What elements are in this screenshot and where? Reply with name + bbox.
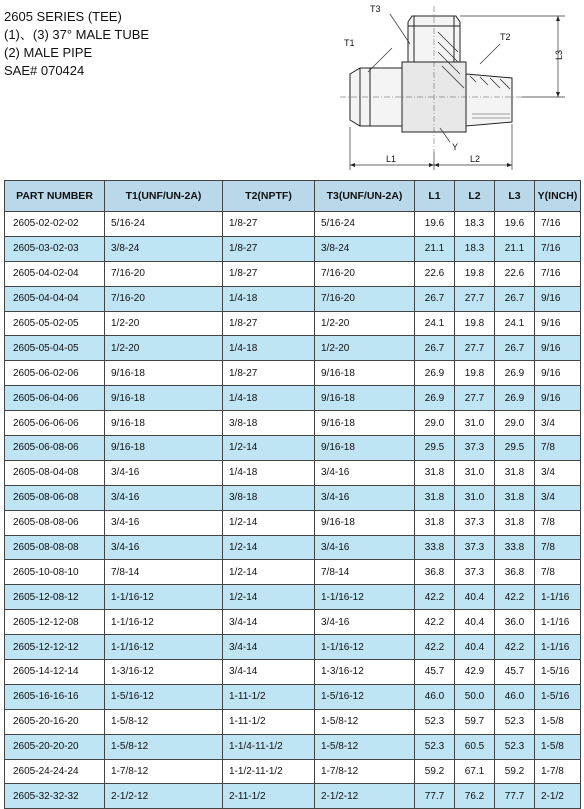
diagram-label-y: Y: [452, 142, 459, 152]
y-cell: 1-1/16: [535, 610, 581, 635]
y-cell: 1-5/16: [535, 660, 581, 685]
t1-cell: 7/16-20: [105, 286, 223, 311]
l3-cell: 31.8: [495, 485, 535, 510]
y-cell: 9/16: [535, 286, 581, 311]
y-cell: 1-5/8: [535, 734, 581, 759]
t3-cell: 9/16-18: [315, 361, 415, 386]
t2-cell: 1/4-18: [223, 386, 315, 411]
y-cell: 7/16: [535, 236, 581, 261]
t1-cell: 1/2-20: [105, 311, 223, 336]
t1-cell: 3/4-16: [105, 485, 223, 510]
t3-cell: 7/8-14: [315, 560, 415, 585]
t2-cell: 3/8-18: [223, 485, 315, 510]
table-row: [5, 460, 581, 485]
col-l2-header: L2: [455, 181, 495, 212]
l1-cell: 26.7: [415, 336, 455, 361]
t1-cell: 9/16-18: [105, 436, 223, 461]
t2-cell: 3/4-14: [223, 635, 315, 660]
part-number-cell: 2605-02-02-02: [5, 212, 105, 237]
t3-cell: 9/16-18: [315, 411, 415, 436]
table-row: [5, 286, 581, 311]
l3-cell: 29.0: [495, 411, 535, 436]
t1-cell: 3/4-16: [105, 460, 223, 485]
table-row: [5, 560, 581, 585]
t2-cell: 2-11-1/2: [223, 784, 315, 809]
l2-cell: 18.3: [455, 212, 495, 237]
t3-cell: 2-1/2-12: [315, 784, 415, 809]
l3-cell: 52.3: [495, 734, 535, 759]
l1-cell: 31.8: [415, 485, 455, 510]
table-row: [5, 535, 581, 560]
t3-cell: 7/16-20: [315, 261, 415, 286]
y-cell: 1-7/8: [535, 759, 581, 784]
t1-cell: 1-7/8-12: [105, 759, 223, 784]
l1-cell: 42.2: [415, 635, 455, 660]
series-header: [4, 8, 149, 80]
t1-cell: 1-5/8-12: [105, 709, 223, 734]
l3-cell: 45.7: [495, 660, 535, 685]
part-number-cell: 2605-05-04-05: [5, 336, 105, 361]
t3-cell: 1-5/8-12: [315, 709, 415, 734]
l3-cell: 36.8: [495, 560, 535, 585]
l2-cell: 31.0: [455, 485, 495, 510]
y-cell: 2-1/2: [535, 784, 581, 809]
l1-cell: 45.7: [415, 660, 455, 685]
t3-cell: 9/16-18: [315, 386, 415, 411]
part-number-cell: 2605-24-24-24: [5, 759, 105, 784]
l1-cell: 33.8: [415, 535, 455, 560]
t1-cell: 9/16-18: [105, 411, 223, 436]
l2-cell: 42.9: [455, 660, 495, 685]
table-row: [5, 610, 581, 635]
t1-cell: 1-5/16-12: [105, 684, 223, 709]
t1-cell: 1-1/16-12: [105, 635, 223, 660]
table-row: [5, 635, 581, 660]
series-title: 2605 SERIES (TEE): [4, 9, 122, 24]
y-cell: 3/4: [535, 460, 581, 485]
t2-cell: 1-11-1/2: [223, 709, 315, 734]
end-2-description: (2) MALE PIPE: [4, 45, 93, 60]
y-cell: 7/8: [535, 535, 581, 560]
l1-cell: 26.9: [415, 386, 455, 411]
part-number-cell: 2605-20-16-20: [5, 709, 105, 734]
part-number-cell: 2605-12-08-12: [5, 585, 105, 610]
l3-cell: 77.7: [495, 784, 535, 809]
part-number-cell: 2605-12-12-12: [5, 635, 105, 660]
t3-cell: 1-5/16-12: [315, 684, 415, 709]
t1-cell: 3/4-16: [105, 535, 223, 560]
l1-cell: 42.2: [415, 585, 455, 610]
y-cell: 9/16: [535, 336, 581, 361]
y-cell: 9/16: [535, 386, 581, 411]
l1-cell: 31.8: [415, 460, 455, 485]
col-y-header: Y(INCH): [535, 181, 581, 212]
l1-cell: 19.6: [415, 212, 455, 237]
t2-cell: 1/8-27: [223, 261, 315, 286]
t3-cell: 3/8-24: [315, 236, 415, 261]
table-row: [5, 361, 581, 386]
l3-cell: 42.2: [495, 585, 535, 610]
table-body: [5, 212, 581, 809]
l2-cell: 37.3: [455, 535, 495, 560]
col-t3-header: T3(UNF/UN-2A): [315, 181, 415, 212]
t3-cell: 9/16-18: [315, 436, 415, 461]
l2-cell: 40.4: [455, 635, 495, 660]
l2-cell: 27.7: [455, 286, 495, 311]
y-cell: 1-5/16: [535, 684, 581, 709]
t3-cell: 3/4-16: [315, 485, 415, 510]
part-number-cell: 2605-08-06-08: [5, 485, 105, 510]
y-cell: 9/16: [535, 361, 581, 386]
part-number-cell: 2605-14-12-14: [5, 660, 105, 685]
t2-cell: 1-1/2-11-1/2: [223, 759, 315, 784]
l3-cell: 42.2: [495, 635, 535, 660]
l2-cell: 60.5: [455, 734, 495, 759]
l2-cell: 18.3: [455, 236, 495, 261]
l1-cell: 24.1: [415, 311, 455, 336]
l1-cell: 26.9: [415, 361, 455, 386]
l2-cell: 59.7: [455, 709, 495, 734]
part-number-cell: 2605-12-12-08: [5, 610, 105, 635]
y-cell: 3/4: [535, 485, 581, 510]
t3-cell: 3/4-16: [315, 535, 415, 560]
t3-cell: 1-3/16-12: [315, 660, 415, 685]
l1-cell: 59.2: [415, 759, 455, 784]
l2-cell: 19.8: [455, 261, 495, 286]
t2-cell: 3/4-14: [223, 610, 315, 635]
l3-cell: 31.8: [495, 510, 535, 535]
table-row: [5, 261, 581, 286]
diagram-label-t1: T1: [344, 38, 355, 48]
l2-cell: 19.8: [455, 311, 495, 336]
table-row: [5, 734, 581, 759]
y-cell: 7/8: [535, 436, 581, 461]
l1-cell: 26.7: [415, 286, 455, 311]
diagram-label-l3: L3: [554, 49, 564, 60]
diagram-label-l2: L2: [470, 154, 481, 164]
t2-cell: 3/4-14: [223, 660, 315, 685]
t2-cell: 1/8-27: [223, 212, 315, 237]
l2-cell: 40.4: [455, 585, 495, 610]
l3-cell: 36.0: [495, 610, 535, 635]
t3-cell: 1-1/16-12: [315, 635, 415, 660]
l3-cell: 26.7: [495, 336, 535, 361]
col-l3-header: L3: [495, 181, 535, 212]
table-row: [5, 585, 581, 610]
col-t1-header: T1(UNF/UN-2A): [105, 181, 223, 212]
l2-cell: 31.0: [455, 411, 495, 436]
t1-cell: 7/8-14: [105, 560, 223, 585]
l3-cell: 26.9: [495, 361, 535, 386]
t2-cell: 1/2-14: [223, 560, 315, 585]
y-cell: 3/4: [535, 411, 581, 436]
y-cell: 7/8: [535, 560, 581, 585]
table-row: [5, 510, 581, 535]
t2-cell: 1/8-27: [223, 236, 315, 261]
t2-cell: 1/8-27: [223, 361, 315, 386]
l3-cell: 21.1: [495, 236, 535, 261]
table-row: [5, 386, 581, 411]
y-cell: 1-5/8: [535, 709, 581, 734]
table-row: [5, 336, 581, 361]
t3-cell: 1-7/8-12: [315, 759, 415, 784]
l3-cell: 59.2: [495, 759, 535, 784]
l1-cell: 36.8: [415, 560, 455, 585]
t1-cell: 9/16-18: [105, 386, 223, 411]
t2-cell: 1/4-18: [223, 336, 315, 361]
part-number-cell: 2605-06-02-06: [5, 361, 105, 386]
part-number-cell: 2605-16-16-16: [5, 684, 105, 709]
l2-cell: 50.0: [455, 684, 495, 709]
y-cell: 1-1/16: [535, 635, 581, 660]
end-1-3-description: (1)、(3) 37° MALE TUBE: [4, 27, 150, 42]
l2-cell: 37.3: [455, 560, 495, 585]
t3-cell: 1-1/16-12: [315, 585, 415, 610]
l3-cell: 46.0: [495, 684, 535, 709]
part-number-cell: 2605-04-04-04: [5, 286, 105, 311]
l3-cell: 19.6: [495, 212, 535, 237]
diagram-label-t2: T2: [500, 32, 511, 42]
l3-cell: 52.3: [495, 709, 535, 734]
part-number-cell: 2605-06-08-06: [5, 436, 105, 461]
table-row: [5, 236, 581, 261]
t3-cell: 9/16-18: [315, 510, 415, 535]
t1-cell: 1-1/16-12: [105, 610, 223, 635]
t2-cell: 1/2-14: [223, 510, 315, 535]
t1-cell: 9/16-18: [105, 361, 223, 386]
t2-cell: 3/8-18: [223, 411, 315, 436]
l2-cell: 31.0: [455, 460, 495, 485]
table-header-row: [5, 181, 581, 212]
sae-number: SAE# 070424: [4, 63, 85, 78]
y-cell: 7/8: [535, 510, 581, 535]
l1-cell: 52.3: [415, 709, 455, 734]
l3-cell: 29.5: [495, 436, 535, 461]
spec-table: [4, 180, 581, 809]
table-row: [5, 411, 581, 436]
y-cell: 7/16: [535, 261, 581, 286]
l3-cell: 24.1: [495, 311, 535, 336]
t1-cell: 3/8-24: [105, 236, 223, 261]
part-number-cell: 2605-08-08-06: [5, 510, 105, 535]
t2-cell: 1/8-27: [223, 311, 315, 336]
l3-cell: 22.6: [495, 261, 535, 286]
diagram-label-l1: L1: [386, 154, 397, 164]
t2-cell: 1/2-14: [223, 535, 315, 560]
part-number-cell: 2605-20-20-20: [5, 734, 105, 759]
l1-cell: 31.8: [415, 510, 455, 535]
t2-cell: 1-1/4-11-1/2: [223, 734, 315, 759]
l1-cell: 21.1: [415, 236, 455, 261]
t1-cell: 5/16-24: [105, 212, 223, 237]
t1-cell: 7/16-20: [105, 261, 223, 286]
part-number-cell: 2605-06-06-06: [5, 411, 105, 436]
l1-cell: 22.6: [415, 261, 455, 286]
l1-cell: 52.3: [415, 734, 455, 759]
col-t2-header: T2(NPTF): [223, 181, 315, 212]
col-part-number-header: PART NUMBER: [5, 181, 105, 212]
diagram-label-t3: T3: [370, 4, 381, 14]
y-cell: 9/16: [535, 311, 581, 336]
table-row: [5, 784, 581, 809]
l2-cell: 27.7: [455, 386, 495, 411]
part-number-cell: 2605-08-08-08: [5, 535, 105, 560]
table-row: [5, 212, 581, 237]
t1-cell: 2-1/2-12: [105, 784, 223, 809]
table-row: [5, 684, 581, 709]
t2-cell: 1/4-18: [223, 460, 315, 485]
t3-cell: 5/16-24: [315, 212, 415, 237]
l2-cell: 27.7: [455, 336, 495, 361]
l1-cell: 77.7: [415, 784, 455, 809]
l1-cell: 29.0: [415, 411, 455, 436]
t1-cell: 3/4-16: [105, 510, 223, 535]
t3-cell: 1-5/8-12: [315, 734, 415, 759]
part-number-cell: 2605-08-04-08: [5, 460, 105, 485]
l1-cell: 29.5: [415, 436, 455, 461]
l2-cell: 40.4: [455, 610, 495, 635]
t1-cell: 1/2-20: [105, 336, 223, 361]
part-number-cell: 2605-05-02-05: [5, 311, 105, 336]
l3-cell: 31.8: [495, 460, 535, 485]
t1-cell: 1-3/16-12: [105, 660, 223, 685]
table-row: [5, 660, 581, 685]
part-number-cell: 2605-10-08-10: [5, 560, 105, 585]
t3-cell: 7/16-20: [315, 286, 415, 311]
t2-cell: 1/2-14: [223, 436, 315, 461]
t3-cell: 3/4-16: [315, 610, 415, 635]
table-row: [5, 759, 581, 784]
table-row: [5, 709, 581, 734]
l1-cell: 42.2: [415, 610, 455, 635]
col-l1-header: L1: [415, 181, 455, 212]
y-cell: 1-1/16: [535, 585, 581, 610]
l2-cell: 37.3: [455, 436, 495, 461]
l3-cell: 26.9: [495, 386, 535, 411]
l2-cell: 67.1: [455, 759, 495, 784]
l2-cell: 37.3: [455, 510, 495, 535]
t3-cell: 1/2-20: [315, 311, 415, 336]
t1-cell: 1-1/16-12: [105, 585, 223, 610]
table-row: [5, 485, 581, 510]
t2-cell: 1-11-1/2: [223, 684, 315, 709]
part-number-cell: 2605-04-02-04: [5, 261, 105, 286]
t3-cell: 3/4-16: [315, 460, 415, 485]
l3-cell: 26.7: [495, 286, 535, 311]
l1-cell: 46.0: [415, 684, 455, 709]
part-number-cell: 2605-03-02-03: [5, 236, 105, 261]
table-row: [5, 311, 581, 336]
part-number-cell: 2605-06-04-06: [5, 386, 105, 411]
part-number-cell: 2605-32-32-32: [5, 784, 105, 809]
t2-cell: 1/2-14: [223, 585, 315, 610]
t2-cell: 1/4-18: [223, 286, 315, 311]
l2-cell: 19.8: [455, 361, 495, 386]
table-row: [5, 436, 581, 461]
l3-cell: 33.8: [495, 535, 535, 560]
l2-cell: 76.2: [455, 784, 495, 809]
y-cell: 7/16: [535, 212, 581, 237]
t1-cell: 1-5/8-12: [105, 734, 223, 759]
tee-fitting-diagram: [330, 2, 580, 172]
t3-cell: 1/2-20: [315, 336, 415, 361]
